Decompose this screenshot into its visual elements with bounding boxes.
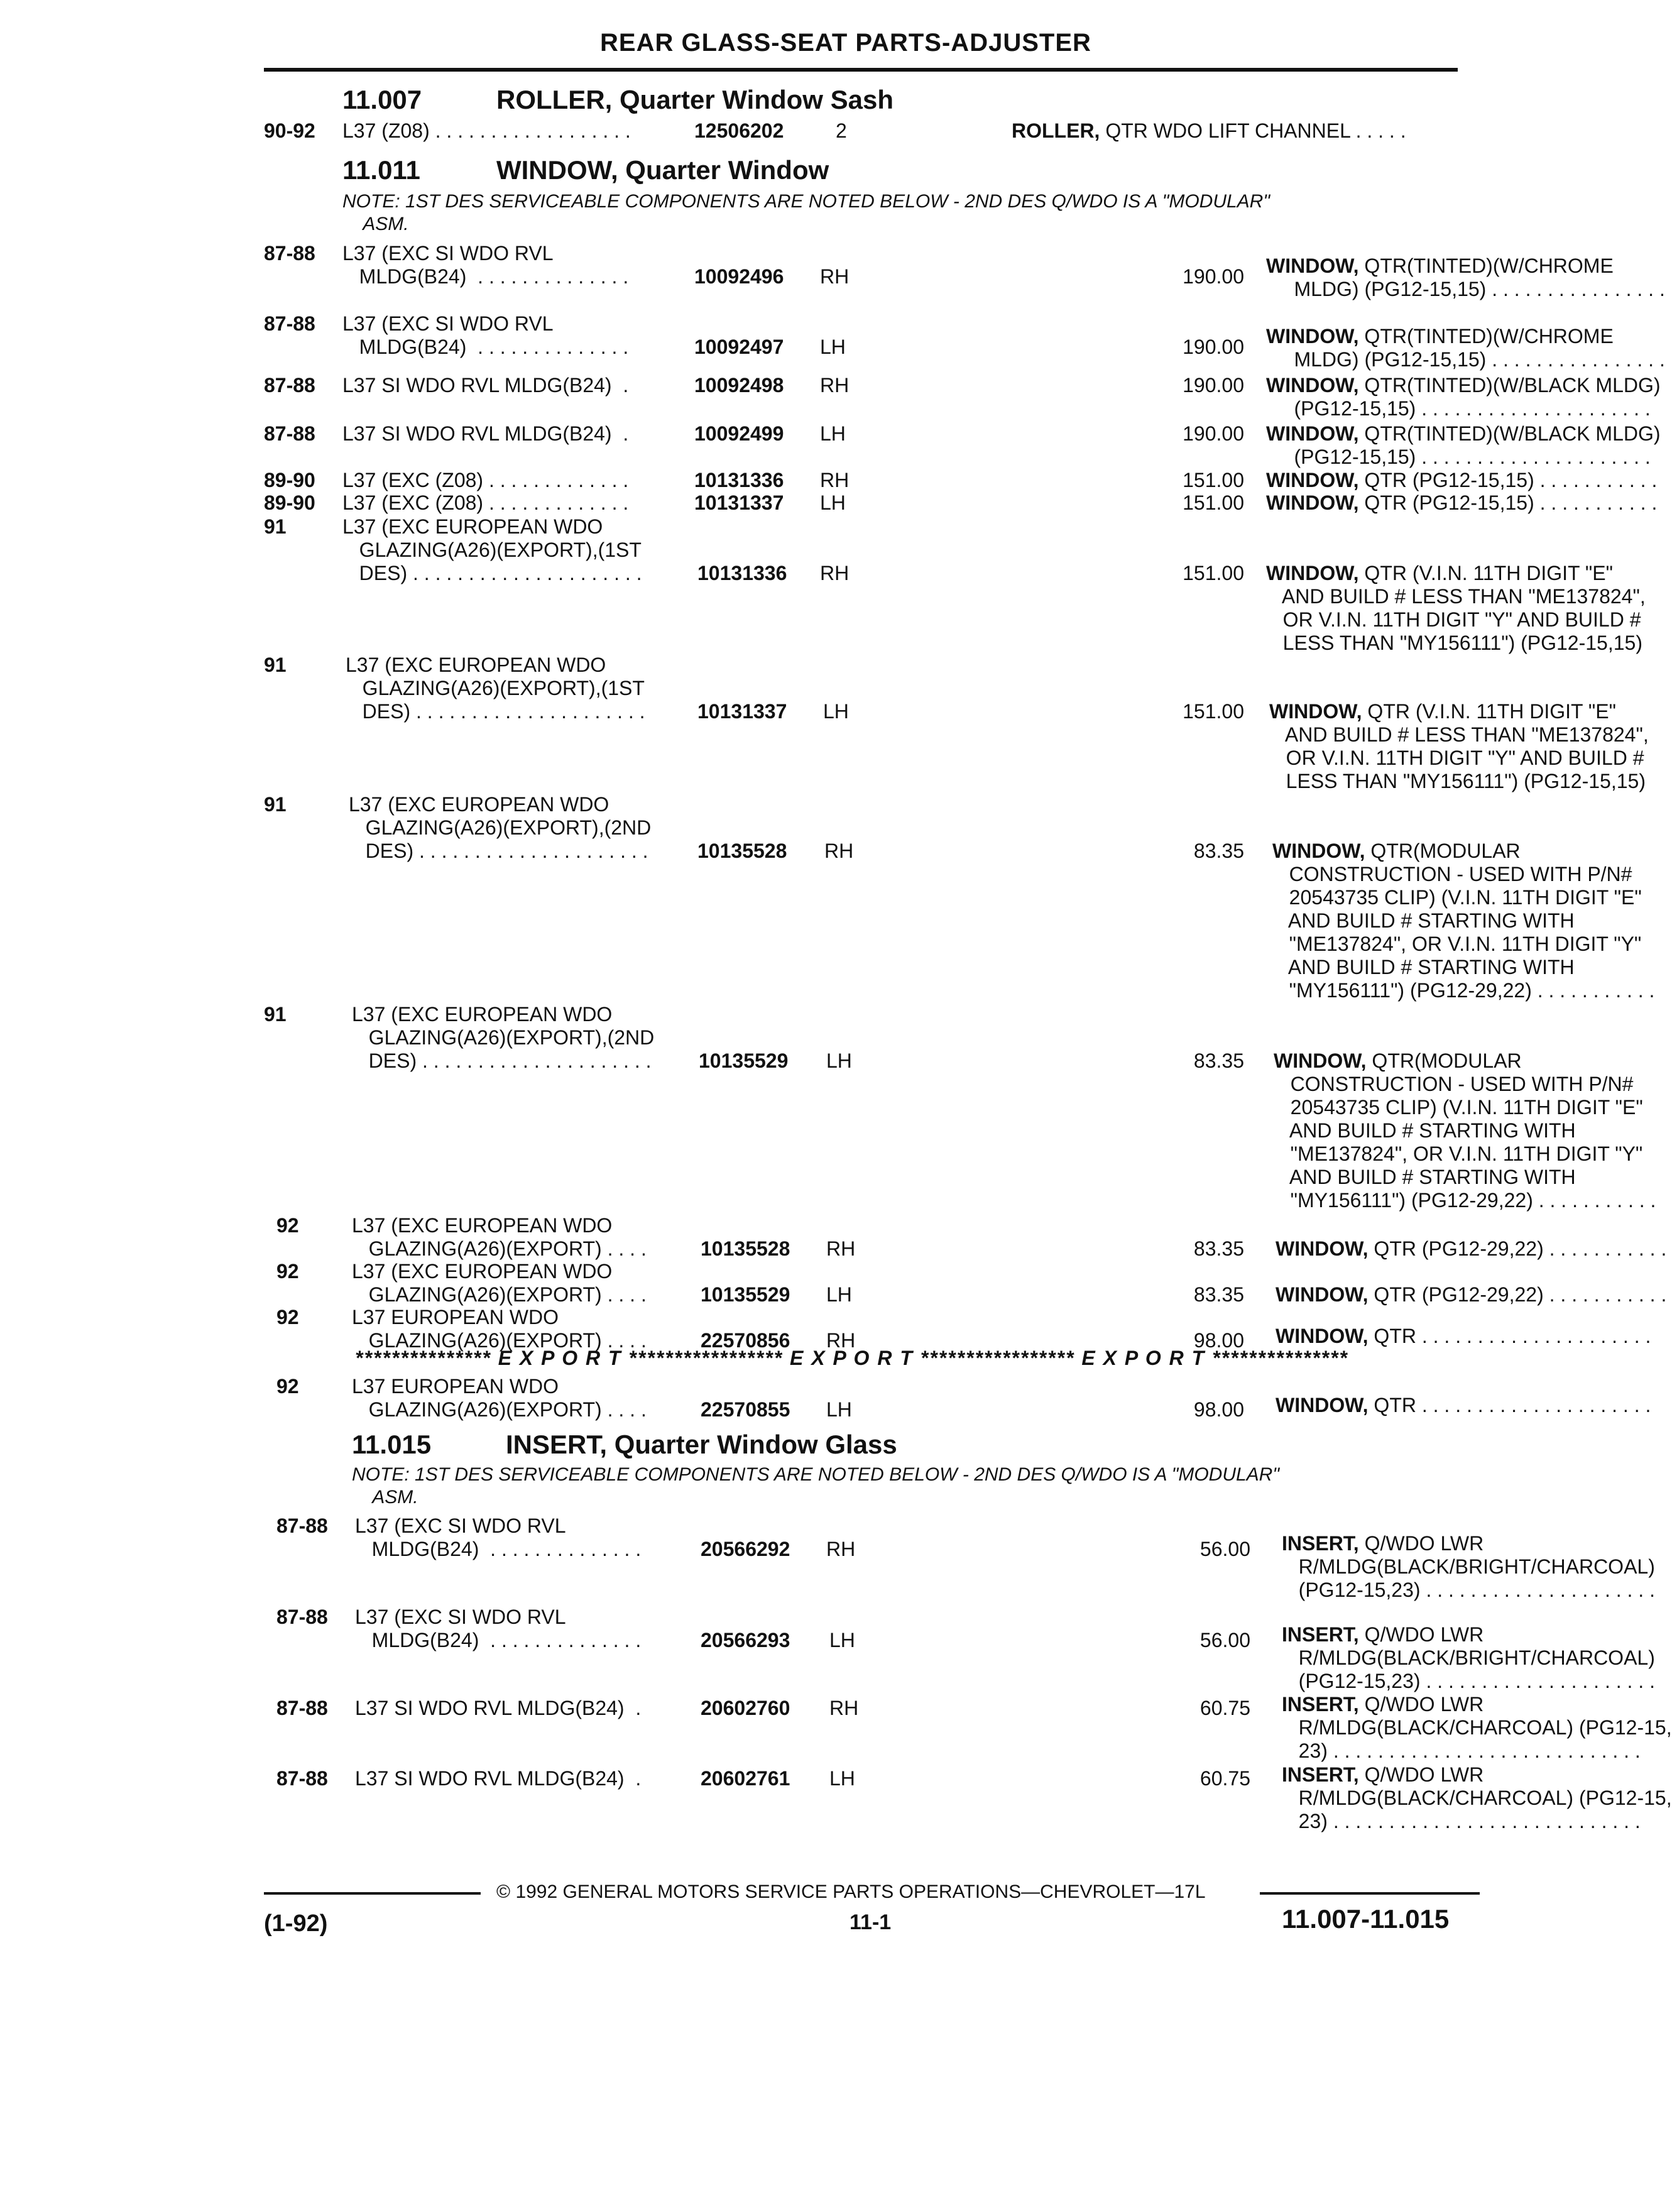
section-range: 11.007-11.015: [1282, 1904, 1450, 1934]
year-range: 91: [264, 654, 287, 676]
application-desc: L37 SI WDO RVL MLDG(B24) .: [355, 1767, 642, 1790]
price: 60.75: [1199, 1767, 1250, 1790]
side: RH: [820, 265, 850, 288]
part-name: INSERT, Q/WDO LWR R/MLDG(BLACK/BRIGHT/CHARCOAL) (PG12-15,23) . . . . . . . . . . . . . . . . . . . . .: [1282, 1532, 1655, 1601]
side: LH: [826, 1398, 852, 1421]
section-title: ROLLER, Quarter Window Sash: [496, 85, 894, 114]
year-range: 87-88: [276, 1606, 328, 1628]
part-number: 10135528: [701, 1237, 790, 1260]
section-note: NOTE: 1ST DES SERVICEABLE COMPONENTS ARE NOTED BELOW - 2ND DES Q/WDO IS A "MODULAR" ASM.: [342, 191, 1270, 234]
side: LH: [826, 1049, 852, 1072]
part-name: WINDOW, QTR . . . . . . . . . . . . . . . . . . . . .: [1276, 1325, 1651, 1347]
price: 83.35: [1193, 1049, 1244, 1072]
price: 98.00: [1193, 1398, 1244, 1421]
price: 83.35: [1193, 1237, 1244, 1260]
application-desc: L37 (EXC EUROPEAN WDO GLAZING(A26)(EXPORT) . . . .: [352, 1260, 647, 1306]
part-name: WINDOW, QTR (V.I.N. 11TH DIGIT "E" AND BUILD # LESS THAN "ME137824", OR V.I.N. 11TH DIGIT "Y" AND BUILD # LESS THAN "MY156111") (PG12-15,15): [1269, 700, 1649, 792]
side: RH: [829, 1697, 859, 1719]
part-number: 20602761: [701, 1767, 790, 1790]
side: RH: [824, 840, 854, 862]
application-desc: L37 (EXC EUROPEAN WDO GLAZING(A26)(EXPORT),(2ND DES) . . . . . . . . . . . . . . . . . . . . .: [349, 793, 652, 862]
price: 56.00: [1199, 1629, 1250, 1651]
year-range: 92: [276, 1375, 299, 1398]
part-number: 10135529: [699, 1049, 789, 1072]
application-desc: L37 SI WDO RVL MLDG(B24) .: [342, 422, 629, 445]
side: RH: [826, 1237, 856, 1260]
side: RH: [820, 374, 850, 397]
section-number: 11.007: [342, 85, 422, 114]
part-name: WINDOW, QTR(TINTED)(W/CHROME MLDG) (PG12-15,15) . . . . . . . . . . . . . . . .: [1266, 255, 1665, 300]
year-range: 90-92: [264, 119, 315, 142]
side: RH: [820, 469, 850, 491]
year-range: 87-88: [264, 422, 315, 445]
export-banner: *************** E X P O R T ***************** E X P O R T ***************** E X P O R T ***************: [355, 1347, 1348, 1369]
part-number: 10131337: [697, 700, 787, 723]
part-number: 10131336: [694, 469, 784, 491]
part-name: INSERT, Q/WDO LWR R/MLDG(BLACK/BRIGHT/CHARCOAL) (PG12-15,23) . . . . . . . . . . . . . . . . . . . . .: [1282, 1623, 1655, 1692]
price: 190.00: [1183, 265, 1244, 288]
part-name: WINDOW, QTR(MODULAR CONSTRUCTION - USED WITH P/N# 20543735 CLIP) (V.I.N. 11TH DIGIT "E" AND BUILD # STARTING WITH "ME137824", OR V.I.N. 11TH DIGIT "Y" AND BUILD # STARTING WITH "MY156111") (PG12-29,22) . . . . . . . . . . .: [1272, 840, 1655, 1002]
part-number: 10135529: [701, 1283, 790, 1306]
part-number: 10131336: [697, 562, 787, 584]
part-name: WINDOW, QTR(MODULAR CONSTRUCTION - USED WITH P/N# 20543735 CLIP) (V.I.N. 11TH DIGIT "E" AND BUILD # STARTING WITH "ME137824", OR V.I.N. 11TH DIGIT "Y" AND BUILD # STARTING WITH "MY156111") (PG12-29,22) . . . . . . . . . . .: [1274, 1049, 1656, 1212]
side: LH: [820, 336, 846, 358]
part-number: 10131337: [694, 491, 784, 514]
price: 60.75: [1199, 1697, 1250, 1719]
section-number: 11.015: [352, 1430, 432, 1459]
application-desc: L37 (EXC EUROPEAN WDO GLAZING(A26)(EXPORT),(1ST DES) . . . . . . . . . . . . . . . . . . . . .: [342, 515, 642, 584]
section-heading: [342, 155, 829, 185]
part-name: WINDOW, QTR (PG12-29,22) . . . . . . . . . . .: [1276, 1283, 1667, 1306]
part-number: 10092497: [694, 336, 784, 358]
footer-rule: [1260, 1892, 1480, 1895]
price: 190.00: [1183, 374, 1244, 397]
price: 98.00: [1193, 1329, 1244, 1352]
part-number: 20566292: [701, 1538, 790, 1560]
part-number: 10092496: [694, 265, 784, 288]
application-desc: L37 (EXC (Z08) . . . . . . . . . . . . .: [342, 469, 629, 491]
page-title: REAR GLASS-SEAT PARTS-ADJUSTER: [600, 29, 1091, 57]
price: 83.35: [1193, 1283, 1244, 1306]
part-number: 22570855: [701, 1398, 790, 1421]
year-range: 87-88: [264, 242, 315, 265]
application-desc: L37 (EXC (Z08) . . . . . . . . . . . . .: [342, 491, 629, 514]
application-desc: L37 (EXC SI WDO RVL MLDG(B24) . . . . . . . . . . . . . .: [342, 312, 629, 358]
copyright-line: © 1992 GENERAL MOTORS SERVICE PARTS OPERATIONS—CHEVROLET—17L: [496, 1881, 1206, 1902]
title-rule: [264, 68, 1458, 72]
year-range: 92: [276, 1306, 299, 1328]
application-desc: L37 SI WDO RVL MLDG(B24) .: [342, 374, 629, 397]
year-range: 87-88: [276, 1767, 328, 1790]
part-name: WINDOW, QTR . . . . . . . . . . . . . . . . . . . . .: [1276, 1394, 1651, 1416]
side: LH: [826, 1283, 852, 1306]
part-name: INSERT, Q/WDO LWR R/MLDG(BLACK/CHARCOAL) (PG12-15, 23) . . . . . . . . . . . . . . . . . . . . . . . . . . . .: [1282, 1693, 1672, 1762]
part-number: 20602760: [701, 1697, 790, 1719]
footer-rule: [264, 1892, 481, 1895]
year-range: 87-88: [276, 1697, 328, 1719]
year-range: 91: [264, 793, 287, 816]
price: 83.35: [1193, 840, 1244, 862]
section-heading: [342, 85, 893, 115]
application-desc: L37 (EXC SI WDO RVL MLDG(B24) . . . . . . . . . . . . . .: [355, 1514, 642, 1560]
side: LH: [823, 700, 849, 723]
part-name: WINDOW, QTR (PG12-15,15) . . . . . . . . . . .: [1266, 469, 1658, 491]
part-number: 12506202: [694, 119, 784, 142]
part-name: WINDOW, QTR (V.I.N. 11TH DIGIT "E" AND BUILD # LESS THAN "ME137824", OR V.I.N. 11TH DIGIT "Y" AND BUILD # LESS THAN "MY156111") (PG12-15,15): [1266, 562, 1646, 654]
price: 190.00: [1183, 336, 1244, 358]
price: 151.00: [1183, 700, 1244, 723]
part-name: WINDOW, QTR(TINTED)(W/BLACK MLDG) (PG12-15,15) . . . . . . . . . . . . . . . . . . . . .: [1266, 422, 1661, 468]
year-range: 89-90: [264, 491, 315, 514]
part-name: WINDOW, QTR(TINTED)(W/BLACK MLDG) (PG12-15,15) . . . . . . . . . . . . . . . . . . . . .: [1266, 374, 1661, 420]
side: LH: [820, 491, 846, 514]
part-name: INSERT, Q/WDO LWR R/MLDG(BLACK/CHARCOAL) (PG12-15, 23) . . . . . . . . . . . . . . . . . . . . . . . . . . . .: [1282, 1763, 1672, 1832]
revision-date: (1-92): [264, 1910, 328, 1937]
year-range: 92: [276, 1214, 299, 1237]
application-desc: L37 EUROPEAN WDO GLAZING(A26)(EXPORT) . . . .: [352, 1306, 647, 1352]
price: 151.00: [1183, 491, 1244, 514]
section-title: INSERT, Quarter Window Glass: [506, 1430, 897, 1459]
section-title: WINDOW, Quarter Window: [496, 155, 829, 185]
year-range: 91: [264, 1003, 287, 1026]
part-name: WINDOW, QTR(TINTED)(W/CHROME MLDG) (PG12-15,15) . . . . . . . . . . . . . . . .: [1266, 325, 1665, 371]
part-name: WINDOW, QTR (PG12-15,15) . . . . . . . . . . .: [1266, 491, 1658, 514]
year-range: 87-88: [276, 1514, 328, 1537]
price: 151.00: [1183, 562, 1244, 584]
application-desc: L37 (EXC EUROPEAN WDO GLAZING(A26)(EXPORT),(2ND DES) . . . . . . . . . . . . . . . . . . . . .: [352, 1003, 655, 1072]
year-range: 89-90: [264, 469, 315, 491]
year-range: 87-88: [264, 374, 315, 397]
side: RH: [826, 1538, 856, 1560]
part-number: 22570856: [701, 1329, 790, 1352]
application-desc: L37 (Z08) . . . . . . . . . . . . . . . . . .: [342, 119, 631, 142]
application-desc: L37 (EXC SI WDO RVL MLDG(B24) . . . . . . . . . . . . . .: [355, 1606, 642, 1651]
price: 190.00: [1183, 422, 1244, 445]
section-heading: [352, 1430, 897, 1460]
side: LH: [829, 1767, 855, 1790]
side: RH: [820, 562, 850, 584]
part-name: WINDOW, QTR (PG12-29,22) . . . . . . . . . . .: [1276, 1237, 1667, 1260]
part-number: 10092498: [694, 374, 784, 397]
price: 151.00: [1183, 469, 1244, 491]
application-desc: L37 SI WDO RVL MLDG(B24) .: [355, 1697, 642, 1719]
application-desc: L37 EUROPEAN WDO GLAZING(A26)(EXPORT) . . . .: [352, 1375, 647, 1421]
part-number: 10135528: [697, 840, 787, 862]
price: 56.00: [1199, 1538, 1250, 1560]
side: RH: [826, 1329, 856, 1352]
side: LH: [829, 1629, 855, 1651]
side: LH: [820, 422, 846, 445]
quantity: 2: [836, 119, 847, 142]
page-number: 11-1: [850, 1910, 892, 1934]
year-range: 92: [276, 1260, 299, 1283]
application-desc: L37 (EXC EUROPEAN WDO GLAZING(A26)(EXPORT) . . . .: [352, 1214, 647, 1260]
year-range: 87-88: [264, 312, 315, 335]
section-note: NOTE: 1ST DES SERVICEABLE COMPONENTS ARE NOTED BELOW - 2ND DES Q/WDO IS A "MODULAR" ASM.: [352, 1464, 1279, 1508]
part-number: 20566293: [701, 1629, 790, 1651]
part-name: ROLLER, QTR WDO LIFT CHANNEL . . . . .: [1012, 119, 1406, 142]
part-number: 10092499: [694, 422, 784, 445]
application-desc: L37 (EXC EUROPEAN WDO GLAZING(A26)(EXPORT),(1ST DES) . . . . . . . . . . . . . . . . . . . . .: [346, 654, 645, 723]
application-desc: L37 (EXC SI WDO RVL MLDG(B24) . . . . . . . . . . . . . .: [342, 242, 629, 288]
year-range: 91: [264, 515, 287, 538]
section-number: 11.011: [342, 155, 420, 185]
